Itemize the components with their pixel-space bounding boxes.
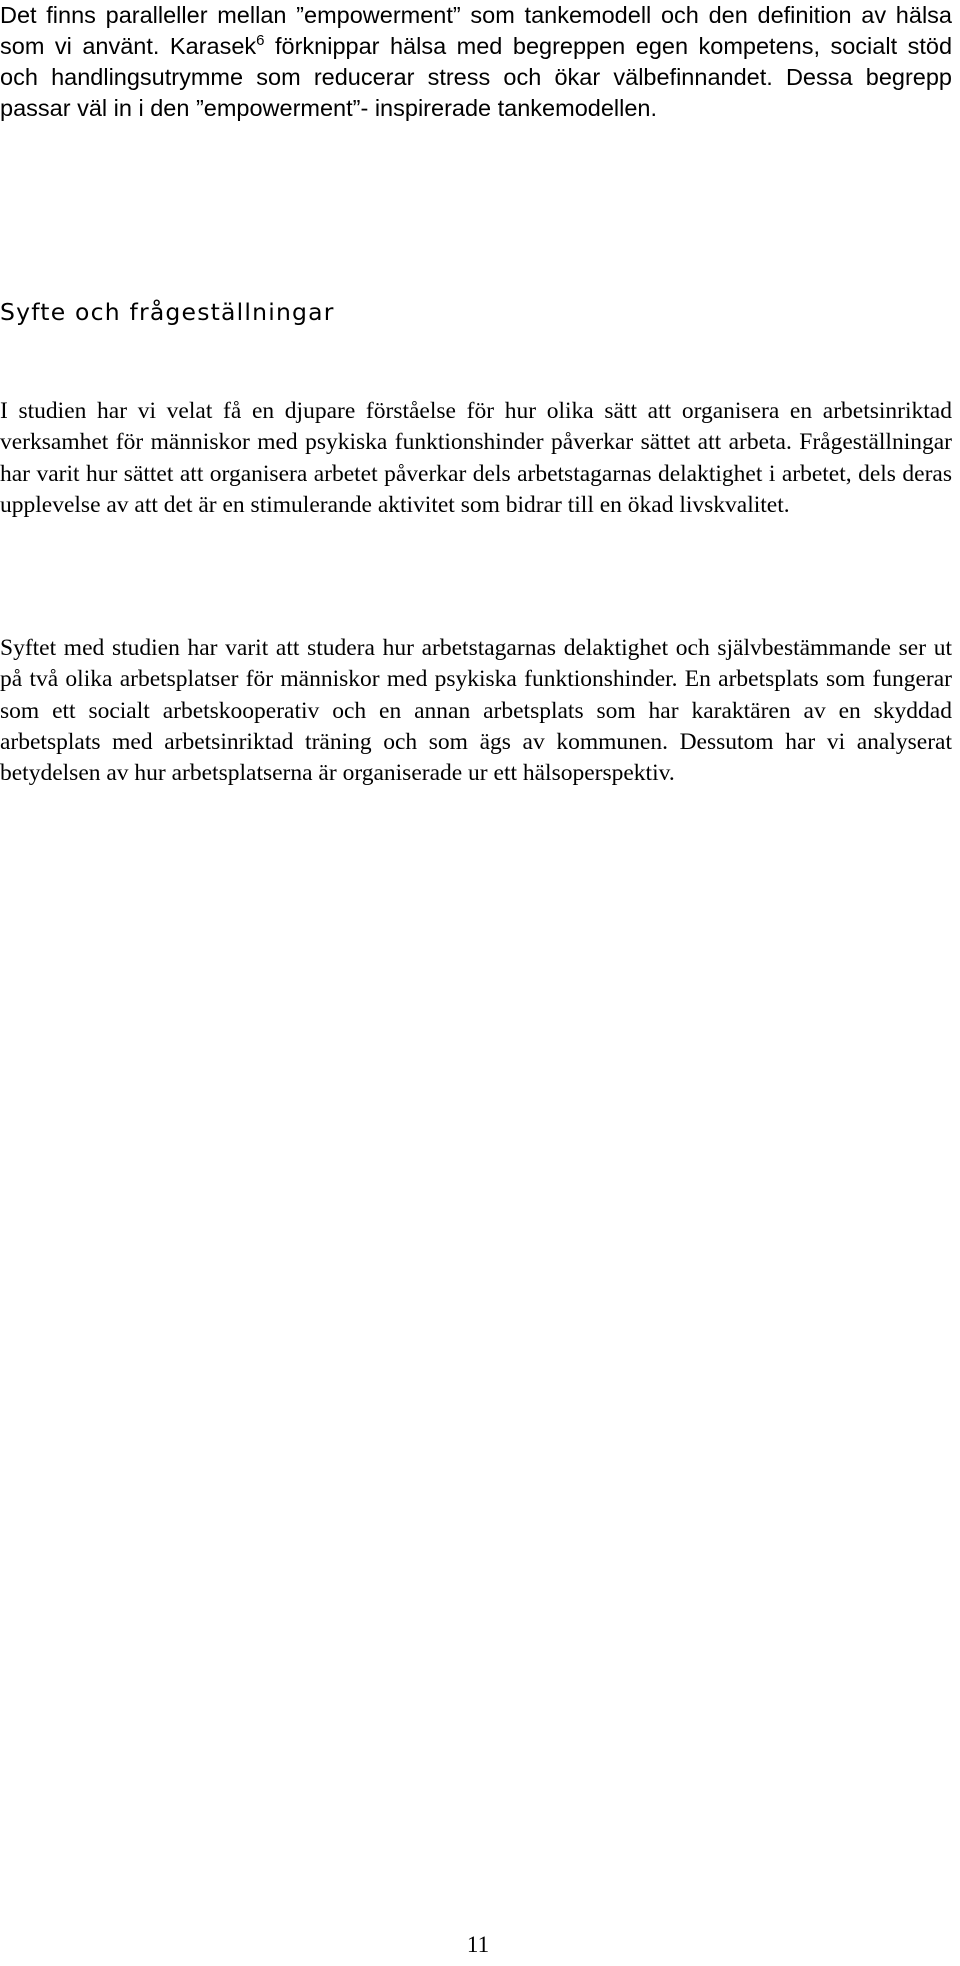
body-paragraph-purpose: Syftet med studien har varit att studera hur arbetstagarnas delaktighet och självbestämmande ser ut på två olika arbetsplatser för människor med psykiska funktionshinder. En arbetsplats som fungerar som ett socialt arbetskooperativ och en annan arbetsplats som har karaktären av en skyddad arbetsplats med arbetsinriktad träning och som ägs av kommunen. Dessutom har vi analyserat betydelsen av hur arbetsplatserna är organiserade ur ett hälsoperspektiv. (0, 635, 952, 787)
intro-paragraph (0, 0, 952, 124)
footnote-reference: 6 (256, 32, 265, 49)
intro-text-before-ref: Det finns paralleller mellan ”empowerment” som tankemodell och den definition av hälsa som vi använt. Karasek (0, 2, 952, 59)
page-number: 11 (466, 1932, 490, 1957)
intro-text-after-ref: förknippar hälsa med begreppen egen kompetens, socialt stöd och handlingsutrymme som reducerar stress och ökar välbefinnandet. Dessa begrepp passar väl in i den ”empowerment”- inspirerade tankemodellen. (0, 33, 953, 121)
section-heading: Syfte och frågeställningar (0, 298, 335, 326)
body-paragraph-questions: I studien har vi velat få en djupare förståelse för hur olika sätt att organisera en arbetsinriktad verksamhet för människor med psykiska funktionshinder påverkar sättet att arbeta. Frågeställningar har varit hur sättet att organisera arbetet påverkar dels arbetstagarnas delaktighet i arbetet, dels deras upplevelse av att det är en stimulerande aktivitet som bidrar till en ökad livskvalitet. (0, 398, 952, 518)
